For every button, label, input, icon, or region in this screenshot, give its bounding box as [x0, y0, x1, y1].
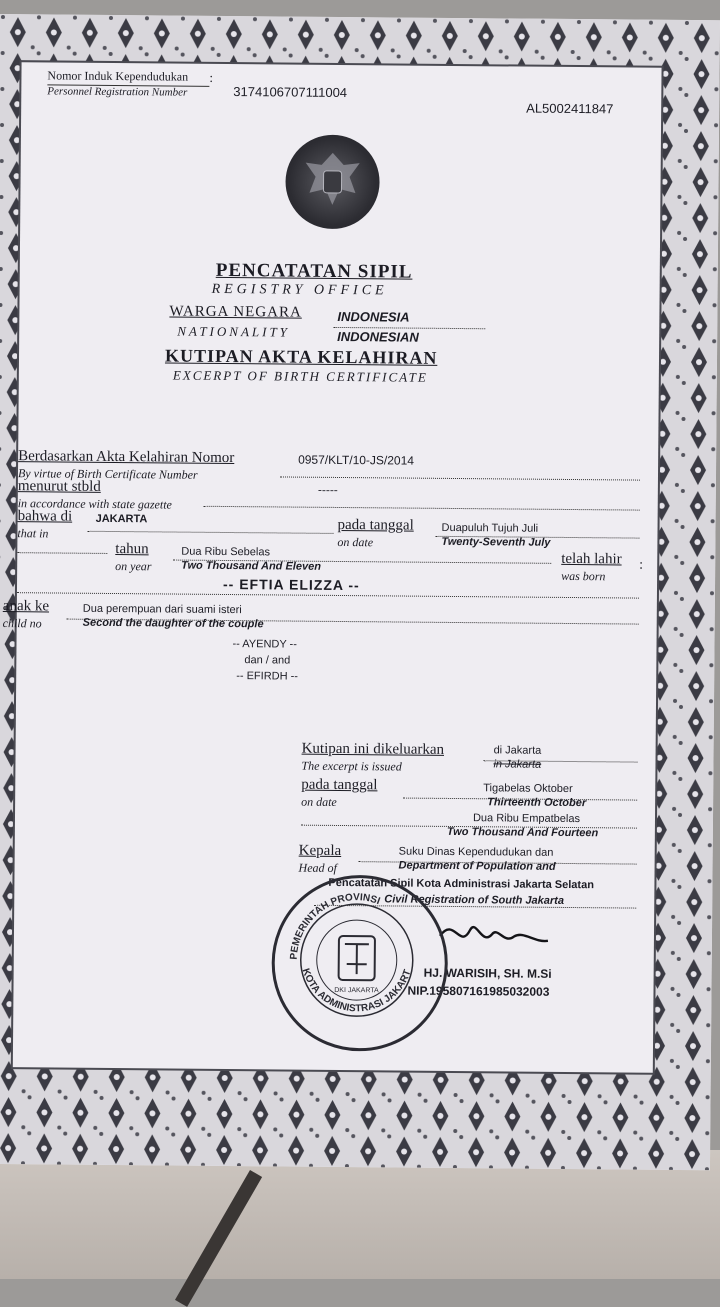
issued-label: Kutipan ini dikeluarkan [301, 740, 445, 758]
stbld-label-en: in accordance with state gazette [17, 496, 172, 512]
child-no-label-en: child no [2, 616, 42, 631]
nik-label: Nomor Induk Kependudukan [47, 68, 189, 84]
place-dots [87, 531, 333, 534]
place-label-en: that in [17, 526, 49, 541]
certificate-paper [0, 14, 720, 1170]
head-label-en: Head of [298, 860, 337, 875]
place-label: bahwa di [17, 508, 73, 525]
born-label: telah lahir [561, 550, 622, 568]
born-label-en: was born [561, 568, 606, 584]
year-label: tahun [115, 541, 149, 558]
issue-year-value-en: Two Thousand And Fourteen [446, 825, 599, 840]
registry-title-en: REGISTRY OFFICE [211, 281, 388, 299]
office-name-2: Pencatatan Sipil Kota Administrasi Jakarta Selatan [328, 876, 595, 892]
nationality-label-en: NATIONALITY [177, 323, 291, 340]
office-name-en: Department of Population and [398, 859, 556, 873]
office-name-2-en: Civil Registration of South Jakarta [384, 893, 565, 907]
serial-number: AL5002411847 [526, 100, 614, 117]
issue-date-label-en: on date [301, 794, 337, 809]
child-no-label: anak ke [2, 598, 50, 615]
stbld-value: ----- [317, 482, 338, 497]
cert-number-label-en: By virtue of Birth Certificate Number [17, 466, 198, 482]
issued-label-en: The excerpt is issued [301, 758, 402, 774]
stamp-bottom-text: KOTA ADMINISTRASI JAKARTA [299, 967, 414, 1015]
birth-date-label-en: on date [337, 534, 374, 550]
document-title-en: EXCERPT OF BIRTH CERTIFICATE [172, 367, 428, 385]
birth-date-value: Duapuluh Tujuh Juli [441, 521, 539, 535]
child-name-dots [17, 592, 639, 598]
signature [434, 906, 554, 957]
year-value: Dua Ribu Sebelas [181, 545, 271, 559]
issue-year-value: Dua Ribu Empatbelas [472, 812, 581, 826]
birth-date-value-en: Twenty-Seventh July [441, 535, 551, 549]
year-lead-dots [17, 552, 107, 554]
birth-date-label: pada tanggal [337, 516, 414, 534]
issue-date-label: pada tanggal [301, 776, 378, 794]
nationality-value-en: INDONESIAN [337, 328, 419, 345]
nik-label-en: Personnel Registration Number [47, 85, 188, 99]
issued-place-en: in Jakarta [493, 758, 542, 771]
registry-title: PENCATATAN SIPIL [215, 259, 413, 283]
nik-colon: : [209, 69, 214, 85]
office-name: Suku Dinas Kependudukan dan [398, 845, 554, 859]
child-no-value-en: Second the daughter of the couple [82, 616, 264, 631]
father-name: -- AYENDY -- [232, 638, 297, 651]
nationality-label: WARGA NEGARA [169, 303, 302, 321]
year-value-en: Two Thousand And Eleven [181, 559, 321, 573]
cert-number-label: Berdasarkan Akta Kelahiran Nomor [18, 448, 235, 467]
issued-place: di Jakarta [493, 744, 542, 757]
year-label-en: on year [115, 559, 152, 574]
born-colon: : [639, 557, 644, 573]
garuda-emblem-icon [285, 135, 380, 230]
official-nip: NIP.195807161985032003 [407, 983, 550, 999]
child-name: -- EFTIA ELIZZA -- [222, 575, 360, 594]
stbld-dots [204, 506, 640, 511]
cert-number-dots [280, 476, 640, 480]
nationality-value: INDONESIA [337, 308, 410, 325]
cert-number-value: 0957/KLT/10-JS/2014 [298, 452, 415, 468]
mother-name: -- EFIRDH -- [236, 670, 299, 683]
official-name: HJ. WARISIH, SH. M.Si [423, 965, 552, 981]
stbld-label: menurut stbld [17, 478, 101, 495]
place-value: JAKARTA [95, 512, 148, 526]
stamp-center-text: DKI JAKARTA [334, 986, 379, 995]
child-no-value: Dua perempuan dari suami isteri [82, 602, 242, 617]
document-title: KUTIPAN AKTA KELAHIRAN [164, 345, 438, 368]
issue-date-value-en: Thirteenth October [487, 796, 587, 810]
nik-value: 3174106707111004 [233, 84, 348, 101]
issue-date-value: Tigabelas Oktober [483, 782, 573, 796]
stamp-top-text: PEMERINTAH PROVINSI [288, 892, 382, 960]
head-label: Kepala [298, 842, 342, 860]
parents-conjunction: dan / and [244, 654, 291, 667]
official-stamp [271, 874, 449, 1052]
certificate-body [2, 62, 662, 1073]
